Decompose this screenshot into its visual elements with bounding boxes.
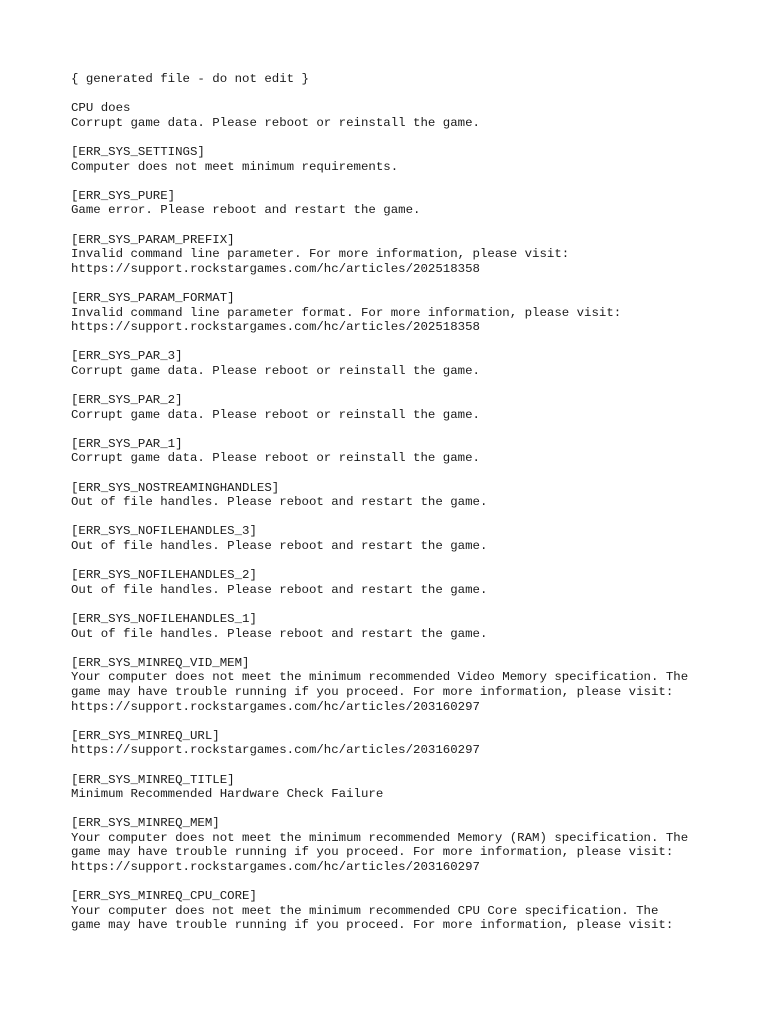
entry-key: [ERR_SYS_NOFILEHANDLES_1] — [71, 611, 257, 626]
entry-text-line: game may have trouble running if you proceed. For more information, please visit: — [71, 845, 674, 860]
entry-text-line: Corrupt game data. Please reboot or reinstall the game. — [71, 115, 480, 130]
entry-key: [ERR_SYS_NOFILEHANDLES_2] — [71, 568, 257, 583]
entry-text-line: https://support.rockstargames.com/hc/articles/202518358 — [71, 261, 480, 276]
entry-text-line: game may have trouble running if you proceed. For more information, please visit: — [71, 684, 674, 699]
entry-text-line: Out of file handles. Please reboot and restart the game. — [71, 626, 488, 641]
entry-text-line: https://support.rockstargames.com/hc/articles/203160297 — [71, 860, 480, 875]
entry-text-line: Out of file handles. Please reboot and restart the game. — [71, 495, 488, 510]
error-entry — [71, 656, 751, 714]
error-entry — [71, 773, 751, 802]
entry-text-line: Your computer does not meet the minimum recommended CPU Core specification. The — [71, 903, 659, 918]
error-entry — [71, 612, 751, 641]
entry-text-line: game may have trouble running if you proceed. For more information, please visit: — [71, 918, 674, 933]
error-entry — [71, 729, 751, 758]
entry-key: [ERR_SYS_PAR_2] — [71, 393, 183, 408]
entry-text-line: Minimum Recommended Hardware Check Failure — [71, 787, 384, 802]
error-entry — [71, 101, 751, 130]
entry-text-line: Out of file handles. Please reboot and restart the game. — [71, 539, 488, 553]
error-entry-list — [71, 101, 751, 933]
error-entry — [71, 889, 751, 933]
entry-text-line: https://support.rockstargames.com/hc/articles/202518358 — [71, 320, 480, 335]
error-entry — [71, 816, 751, 874]
error-entry — [71, 233, 751, 277]
error-entry — [71, 189, 751, 218]
entry-key: [ERR_SYS_NOSTREAMINGHANDLES] — [71, 480, 280, 495]
entry-key: [ERR_SYS_MINREQ_TITLE] — [71, 772, 235, 787]
entry-key: [ERR_SYS_PARAM_FORMAT] — [71, 290, 235, 305]
error-entry — [71, 437, 751, 466]
entry-key: CPU does — [71, 101, 131, 116]
entry-key: [ERR_SYS_SETTINGS] — [71, 144, 205, 159]
error-entry — [71, 481, 751, 510]
entry-key: [ERR_SYS_NOFILEHANDLES_3] — [71, 524, 257, 539]
document-page — [71, 72, 751, 948]
error-entry — [71, 568, 751, 597]
entry-text-line: Corrupt game data. Please reboot or reinstall the game. — [71, 451, 480, 466]
entry-text-line: Game error. Please reboot and restart the game. — [71, 203, 421, 218]
entry-key: [ERR_SYS_MINREQ_VID_MEM] — [71, 655, 250, 670]
error-entry — [71, 349, 751, 378]
entry-key: [ERR_SYS_PAR_3] — [71, 349, 183, 364]
entry-key: [ERR_SYS_PARAM_PREFIX] — [71, 232, 235, 247]
entry-text-line: https://support.rockstargames.com/hc/articles/203160297 — [71, 743, 480, 758]
error-entry — [71, 524, 751, 553]
entry-text-line: Corrupt game data. Please reboot or reinstall the game. — [71, 407, 480, 422]
entry-text-line: Your computer does not meet the minimum recommended Video Memory specification. The — [71, 670, 689, 685]
entry-text-line: Your computer does not meet the minimum recommended Memory (RAM) specification. The — [71, 830, 689, 845]
entry-text-line: Computer does not meet minimum requirements. — [71, 159, 399, 174]
file-header-comment: { generated file - do not edit } — [71, 72, 309, 86]
entry-text-line: Corrupt game data. Please reboot or reinstall the game. — [71, 363, 480, 378]
entry-key: [ERR_SYS_MINREQ_CPU_CORE] — [71, 889, 257, 904]
entry-text-line: Invalid command line parameter. For more information, please visit: — [71, 247, 570, 262]
entry-key: [ERR_SYS_PURE] — [71, 188, 176, 203]
entry-key: [ERR_SYS_MINREQ_URL] — [71, 728, 220, 743]
error-entry — [71, 393, 751, 422]
error-entry — [71, 145, 751, 174]
entry-key: [ERR_SYS_PAR_1] — [71, 436, 183, 451]
entry-text-line: Out of file handles. Please reboot and restart the game. — [71, 582, 488, 597]
error-entry — [71, 291, 751, 335]
entry-key: [ERR_SYS_MINREQ_MEM] — [71, 816, 220, 831]
entry-text-line: Invalid command line parameter format. For more information, please visit: — [71, 305, 622, 320]
entry-text-line: https://support.rockstargames.com/hc/articles/203160297 — [71, 699, 480, 714]
